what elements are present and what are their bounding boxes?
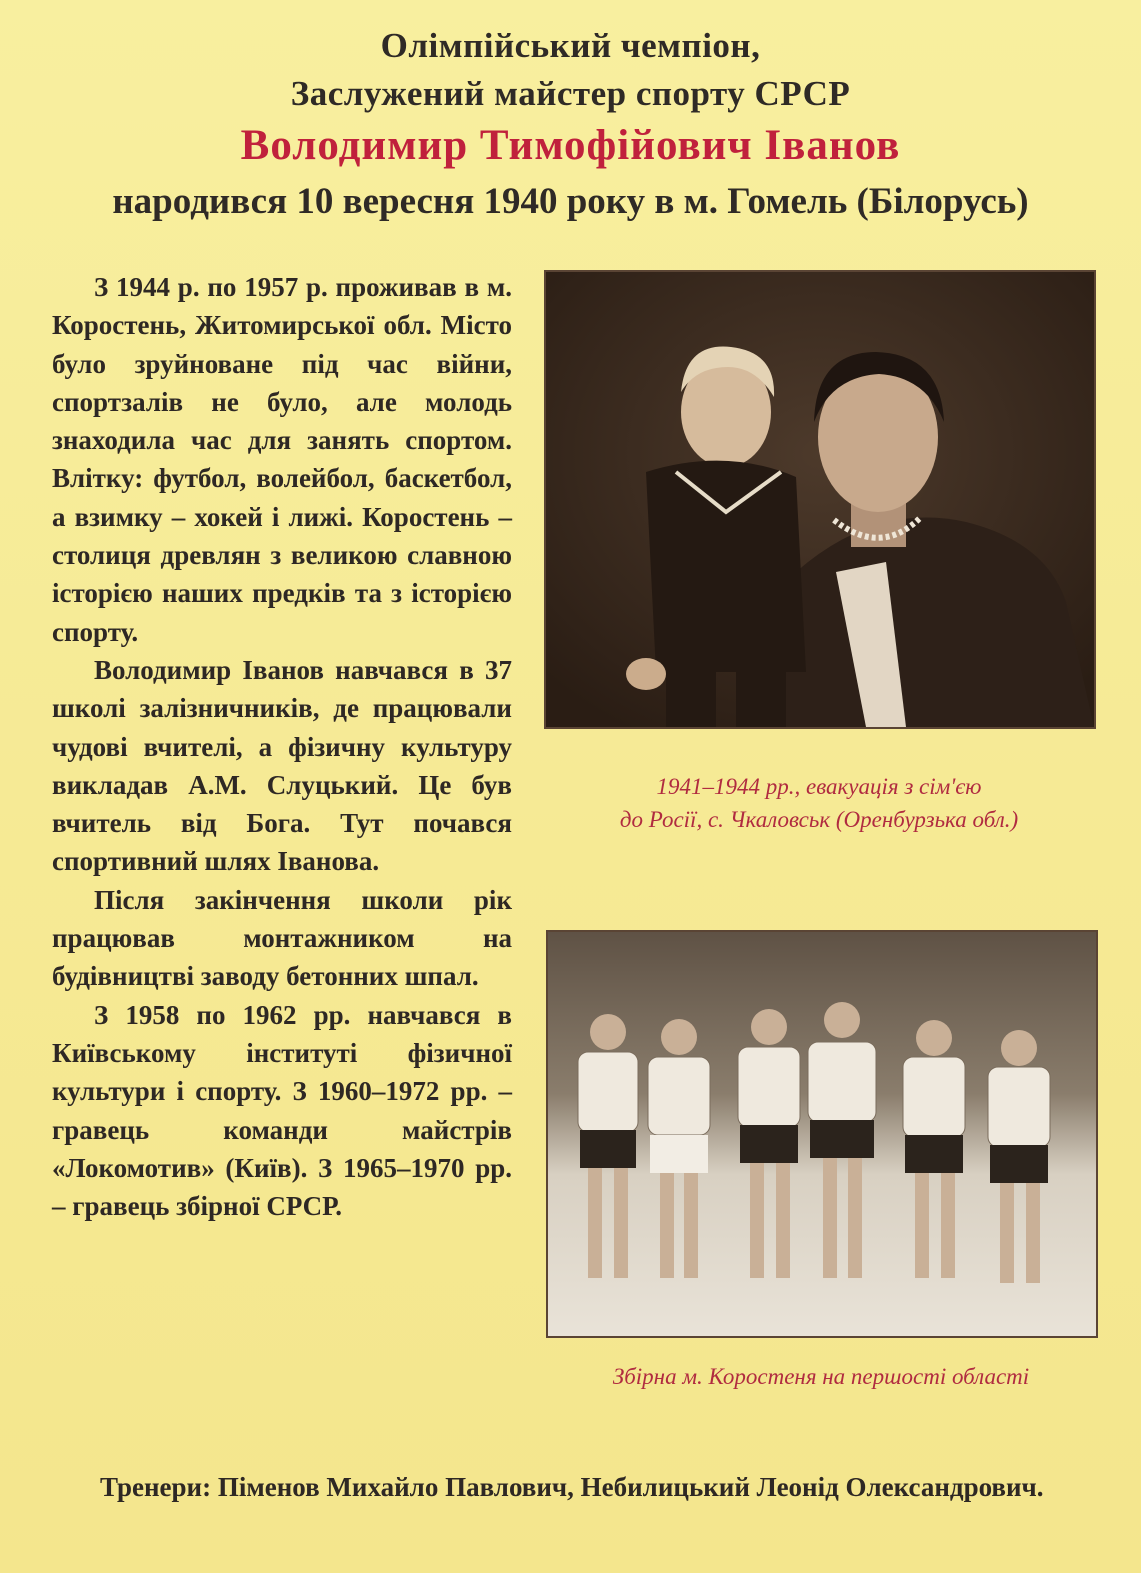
paragraph-2: Володимир Іванов навчався в 37 школі залізничників, де працювали чудові вчителі, а фізичну культуру викладав А.М. Слуцький. Це був вчитель від Бога. Тут почався спортивний шлях Іванова. xyxy=(52,654,512,877)
paragraph-3: Після закінчення школи рік працював монтажником на будівництві заводу бетонних шпал. xyxy=(52,884,512,992)
header xyxy=(0,22,1141,230)
family-photo-image xyxy=(546,272,1094,727)
title-line-1: Олімпійський чемпіон, xyxy=(380,26,761,65)
person-name: Володимир Тимофійович Іванов xyxy=(240,122,901,169)
family-photo xyxy=(544,270,1096,729)
paragraph-1: З 1944 р. по 1957 р. проживав в м. Коростень, Житомирської обл. Місто було зруйноване під час війни, спортзалів не було, але молодь знаходила час для занять спортом. Влітку: футбол, волейбол, баскетбол, а взимку – хокей і лижі. Коростень – столиця древлян з великою славною історією наших предків та з історією спорту. xyxy=(52,272,512,647)
caption-line-2: до Росії, с. Чкаловськ (Оренбурзька обл.) xyxy=(619,807,1019,832)
birth-info: народився 10 вересня 1940 року в м. Гомель (Білорусь) xyxy=(112,181,1029,222)
team-photo xyxy=(546,930,1098,1338)
family-photo-caption xyxy=(544,770,1094,836)
team-photo-caption: Збірна м. Коростеня на першості області xyxy=(612,1364,1030,1389)
trainers-text: Тренери: Піменов Михайло Павлович, Небилицький Леонід Олександрович. xyxy=(100,1472,1044,1502)
paragraph-4: З 1958 по 1962 рр. навчався в Київському інституті фізичної культури і спорту. З 1960–1972 рр. – гравець команди майстрів «Локомотив» (Київ). З 1965–1970 рр. – гравець збірної СРСР. xyxy=(52,999,512,1222)
caption-line-1: 1941–1944 рр., евакуація з сім'єю xyxy=(656,774,982,799)
biography-text xyxy=(52,268,512,1225)
team-photo-image xyxy=(548,932,1096,1336)
title-line-2: Заслужений майстер спорту СРСР xyxy=(290,74,851,113)
